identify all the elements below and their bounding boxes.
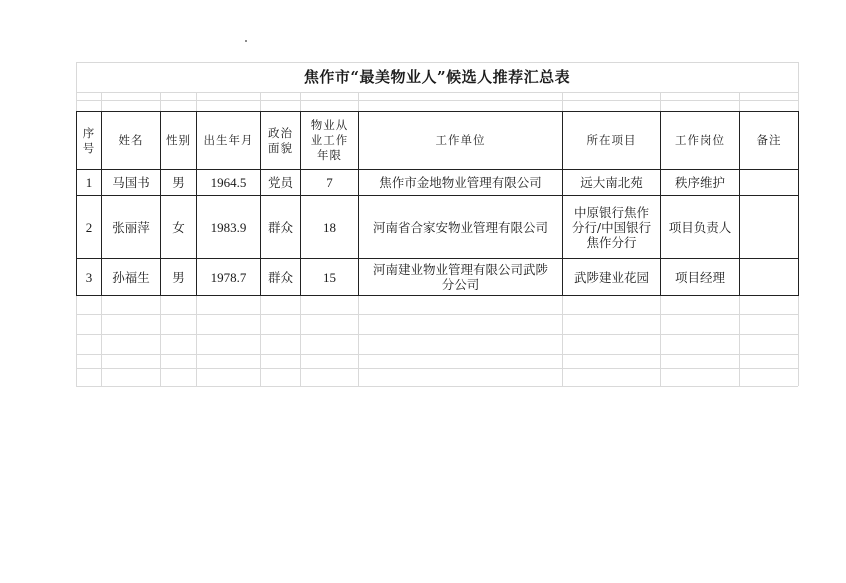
cell-position: 项目经理 (661, 259, 740, 296)
cell-note (740, 196, 799, 259)
header-seq: 序 号 (77, 112, 102, 170)
cell-note (740, 170, 799, 196)
cell-company: 河南省合家安物业管理有限公司 (359, 196, 563, 259)
cell-politics: 党员 (261, 170, 301, 196)
header-birth: 出生年月 (197, 112, 261, 170)
cell-gender: 女 (161, 196, 197, 259)
cell-name: 马国书 (102, 170, 161, 196)
header-company: 工作单位 (359, 112, 563, 170)
cell-name: 张丽萍 (102, 196, 161, 259)
scan-speck (245, 40, 247, 42)
cell-project: 中原银行焦作 分行/中国银行 焦作分行 (563, 196, 661, 259)
cell-seq: 1 (77, 170, 102, 196)
header-note: 备注 (740, 112, 799, 170)
table-row (77, 170, 799, 196)
cell-politics: 群众 (261, 196, 301, 259)
cell-name: 孙福生 (102, 259, 161, 296)
cell-birth: 1983.9 (197, 196, 261, 259)
cell-politics: 群众 (261, 259, 301, 296)
cell-project: 远大南北苑 (563, 170, 661, 196)
cell-gender: 男 (161, 170, 197, 196)
cell-birth: 1978.7 (197, 259, 261, 296)
cell-birth: 1964.5 (197, 170, 261, 196)
page-title: 焦作市“最美物业人”候选人推荐汇总表 (303, 68, 571, 86)
header-project: 所在项目 (563, 112, 661, 170)
cell-note (740, 259, 799, 296)
table-row (77, 259, 799, 296)
cell-company: 焦作市金地物业管理有限公司 (359, 170, 563, 196)
cell-seq: 3 (77, 259, 102, 296)
candidates-table (76, 111, 799, 296)
cell-years: 7 (301, 170, 359, 196)
cell-gender: 男 (161, 259, 197, 296)
cell-project: 武陟建业花园 (563, 259, 661, 296)
header-position: 工作岗位 (661, 112, 740, 170)
table-row (77, 196, 799, 259)
cell-years: 18 (301, 196, 359, 259)
cell-company: 河南建业物业管理有限公司武陟 分公司 (359, 259, 563, 296)
cell-years: 15 (301, 259, 359, 296)
header-gender: 性别 (161, 112, 197, 170)
cell-position: 项目负责人 (661, 196, 740, 259)
header-years: 物业从 业工作 年限 (301, 112, 359, 170)
cell-position: 秩序维护 (661, 170, 740, 196)
table-header-row (77, 112, 799, 170)
header-name: 姓名 (102, 112, 161, 170)
header-politics: 政治 面貌 (261, 112, 301, 170)
cell-seq: 2 (77, 196, 102, 259)
